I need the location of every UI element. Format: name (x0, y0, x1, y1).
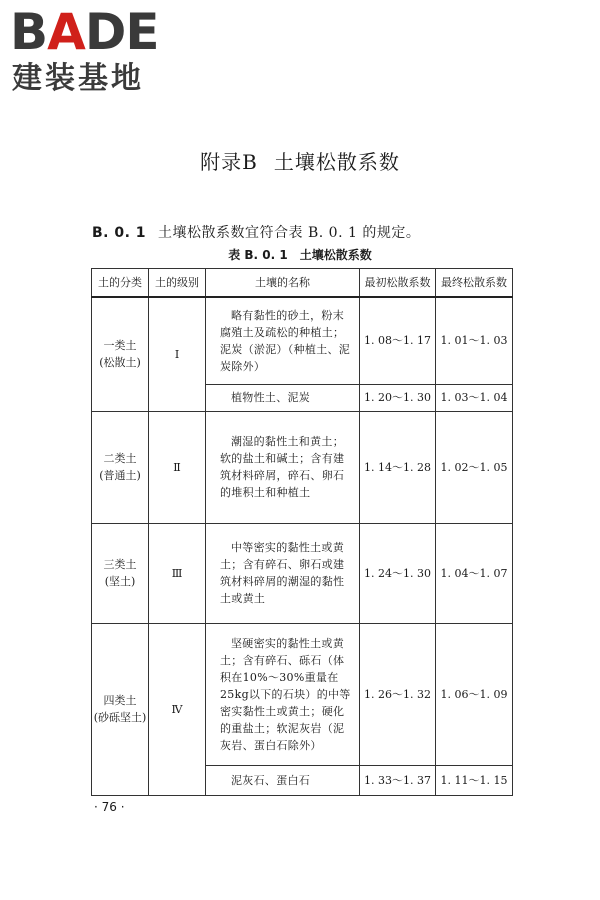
grade-cell: Ⅳ (149, 623, 206, 795)
category-cell: 四类土 (砂砾坚土) (92, 623, 149, 795)
category-cell: 三类土 (坚土) (92, 523, 149, 623)
clause-text (92, 222, 420, 242)
clause-number: B. 0. 1 (92, 225, 147, 241)
appendix-heading: 土壤松散系数 (273, 150, 400, 174)
table-caption-label: 表 B. 0. 1 (228, 248, 288, 262)
table-row (92, 297, 513, 384)
header-soil-grade: 土的级别 (149, 269, 206, 298)
soil-name-cell: 坚硬密实的黏性土或黄土；含有碎石、砾石（体积在10%～30%重量在25kg以下的石块）的中等密实黏性土或黄土；硬化的重盐土；软泥灰岩（泥灰岩、蛋白石除外） (206, 623, 360, 765)
soil-name-cell: 泥灰石、蛋白石 (206, 765, 360, 795)
logo-wordmark: BADE (10, 3, 159, 61)
initial-coefficient-cell: 1. 24～1. 30 (360, 523, 436, 623)
initial-coefficient-cell: 1. 14～1. 28 (360, 411, 436, 523)
soil-name-cell: 中等密实的黏性土或黄土；含有碎石、卵石或建筑材料碎屑的潮湿的黏性土或黄土 (206, 523, 360, 623)
category-cell: 二类土 (普通土) (92, 411, 149, 523)
page-number: · 76 · (94, 800, 125, 814)
final-coefficient-cell: 1. 06～1. 09 (436, 623, 513, 765)
appendix-label: 附录B (200, 150, 258, 174)
table-row (92, 523, 513, 623)
initial-coefficient-cell: 1. 26～1. 32 (360, 623, 436, 765)
final-coefficient-cell: 1. 03～1. 04 (436, 384, 513, 411)
table-row (92, 411, 513, 523)
final-coefficient-cell: 1. 02～1. 05 (436, 411, 513, 523)
grade-cell: Ⅱ (149, 411, 206, 523)
logo-subtitle: 建装基地 (12, 61, 144, 96)
grade-cell: Ⅰ (149, 297, 206, 411)
table-caption-text: 土壤松散系数 (299, 248, 372, 262)
header-soil-name: 土壤的名称 (206, 269, 360, 298)
appendix-title (0, 146, 600, 175)
header-initial-coefficient: 最初松散系数 (360, 269, 436, 298)
final-coefficient-cell: 1. 04～1. 07 (436, 523, 513, 623)
clause-body: 土壤松散系数宜符合表 B. 0. 1 的规定。 (158, 225, 421, 241)
grade-cell: Ⅲ (149, 523, 206, 623)
category-cell: 一类土 (松散土) (92, 297, 149, 411)
header-final-coefficient: 最终松散系数 (436, 269, 513, 298)
soil-loose-coefficient-table (91, 268, 513, 796)
soil-name-cell: 略有黏性的砂土，粉末腐殖土及疏松的种植土；泥炭（淤泥）（种植土、泥炭除外） (206, 297, 360, 384)
initial-coefficient-cell: 1. 20～1. 30 (360, 384, 436, 411)
initial-coefficient-cell: 1. 33～1. 37 (360, 765, 436, 795)
table-caption (0, 246, 600, 263)
final-coefficient-cell: 1. 11～1. 15 (436, 765, 513, 795)
table-row (92, 623, 513, 765)
soil-name-cell: 潮湿的黏性土和黄土；软的盐土和碱土；含有建筑材料碎屑，碎石、卵石的堆积土和种植土 (206, 411, 360, 523)
initial-coefficient-cell: 1. 08～1. 17 (360, 297, 436, 384)
header-soil-class: 土的分类 (92, 269, 149, 298)
soil-name-cell: 植物性土、泥炭 (206, 384, 360, 411)
bade-logo (10, 4, 180, 99)
final-coefficient-cell: 1. 01～1. 03 (436, 297, 513, 384)
table-header-row (92, 269, 513, 298)
